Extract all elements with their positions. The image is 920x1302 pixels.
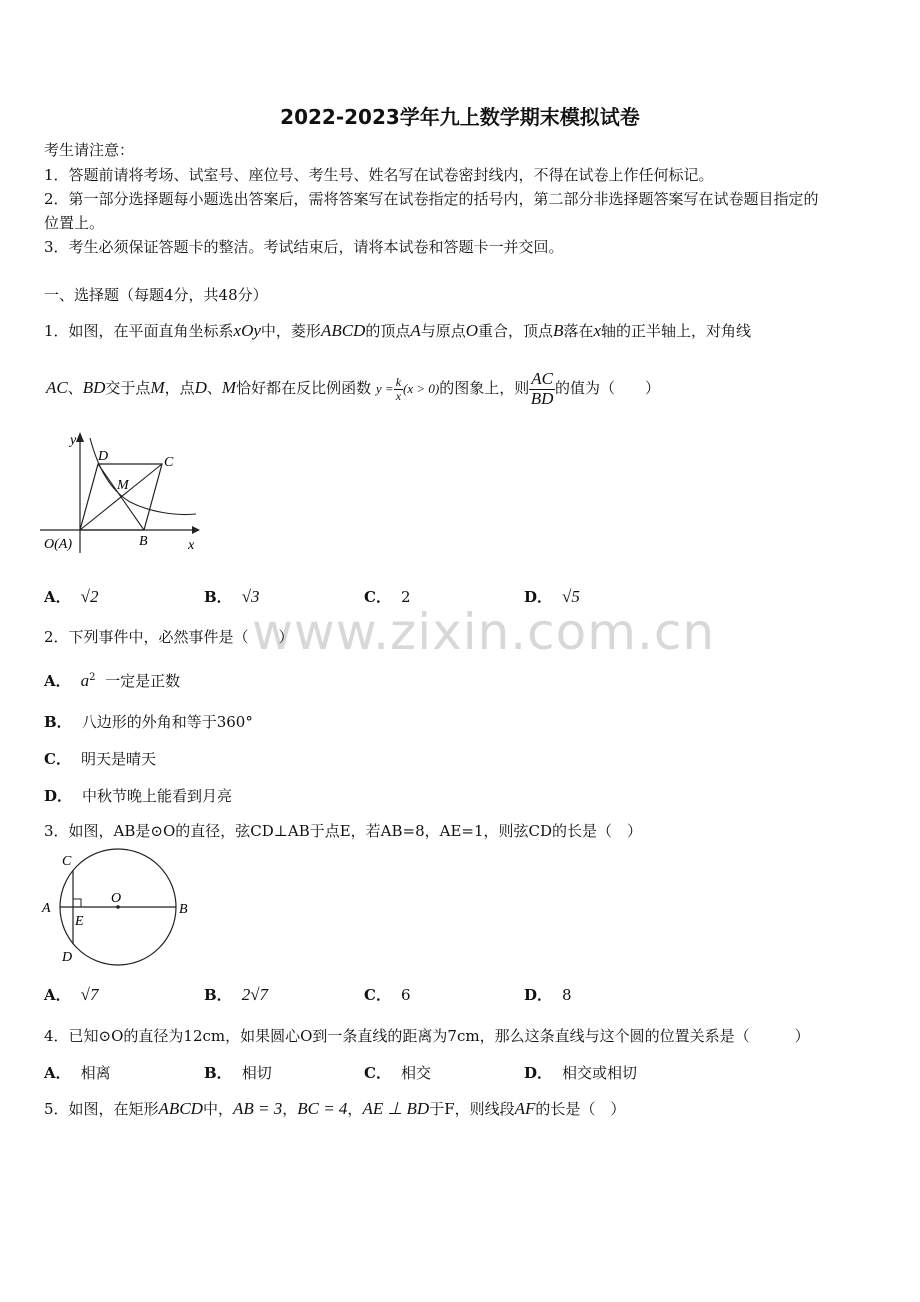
section-heading: 一、选择题（每题4分，共48分） bbox=[44, 286, 268, 304]
notice-item-3: 3．考生必须保证答题卡的整洁。考试结束后，请将本试卷和答题卡一并交回。 bbox=[44, 238, 564, 256]
q3-option-b[interactable]: B． 2√7 bbox=[204, 985, 269, 1004]
q3-option-a[interactable]: A． √7 bbox=[44, 985, 99, 1004]
fig-label-b: B bbox=[139, 534, 148, 549]
q3-figure bbox=[38, 846, 198, 970]
q2-option-d[interactable]: D． 中秋节晚上能看到月亮 bbox=[44, 787, 233, 805]
q1-option-d[interactable]: D． √5 bbox=[524, 587, 580, 606]
q1-option-a[interactable]: A． √2 bbox=[44, 587, 99, 606]
fig-label-c: C bbox=[164, 455, 174, 470]
watermark: www.zixin.com.cn bbox=[252, 603, 716, 661]
fig3-label-b: B bbox=[179, 902, 188, 917]
fig-label-d: D bbox=[98, 449, 109, 464]
q2-option-a[interactable]: A． $a^2$ 一定是正数 bbox=[44, 671, 181, 690]
q1-figure bbox=[40, 428, 210, 553]
notice-item-2: 2．第一部分选择题每小题选出答案后，需将答案写在试卷指定的括号内，第二部分非选择题答案写在试卷题目指定的 bbox=[44, 190, 819, 208]
fig-label-x: x bbox=[188, 538, 195, 553]
q3-option-d[interactable]: D． 8 bbox=[524, 986, 572, 1004]
q4-option-b[interactable]: B． 相切 bbox=[204, 1064, 272, 1082]
fig3-label-a: A bbox=[42, 901, 51, 916]
notice-item-1: 1．答题前请将考场、试室号、座位号、考生号、姓名写在试卷密封线内，不得在试卷上作任何标记。 bbox=[44, 166, 714, 184]
q2-option-c[interactable]: C． 明天是晴天 bbox=[44, 750, 156, 768]
q4-option-a[interactable]: A． 相离 bbox=[44, 1064, 111, 1082]
q4-option-c[interactable]: C． 相交 bbox=[364, 1064, 431, 1082]
q4-option-d[interactable]: D． 相交或相切 bbox=[524, 1064, 638, 1082]
q3-option-c[interactable]: C． 6 bbox=[364, 986, 411, 1004]
q3-stem: 3．如图，AB是⊙O的直径，弦CD⊥AB于点E，若AB=8，AE=1，则弦CD的长是（ ） bbox=[44, 822, 643, 840]
q1-option-c[interactable]: C． 2 bbox=[364, 588, 411, 606]
fig-label-y: y bbox=[70, 433, 77, 448]
q2-option-b[interactable]: B． 八边形的外角和等于360° bbox=[44, 713, 253, 731]
fig3-label-o: O bbox=[111, 891, 122, 906]
fig3-label-c: C bbox=[62, 854, 72, 869]
notice-heading: 考生请注意： bbox=[44, 141, 135, 159]
q4-stem: 4．已知⊙O的直径为12cm，如果圆心O到一条直线的距离为7cm，那么这条直线与这个圆的位置关系是（ ） bbox=[44, 1027, 810, 1045]
notice-item-2-cont: 位置上。 bbox=[44, 214, 105, 232]
fig3-label-e: E bbox=[75, 914, 84, 929]
fig3-label-d: D bbox=[62, 950, 73, 965]
fig-label-m: M bbox=[117, 478, 129, 493]
q1-line2: AC、BD交于点M，点D、M恰好都在反比例函数 y = $\frac{k}{x}$ (x > 0)的图象上，则 $\frac{AC}{BD}$ 的值为（ ） bbox=[46, 369, 660, 408]
q1-line1: 1．如图，在平面直角坐标系xOy中，菱形ABCD的顶点A与原点O重合，顶点B落在x轴的正半轴上，对角线 bbox=[44, 321, 752, 340]
page-title: 2022-2023学年九上数学期末模拟试卷 bbox=[280, 105, 640, 129]
fig-label-o: O(A) bbox=[44, 537, 72, 552]
q5-stem: 5．如图，在矩形ABCD中，AB = 3，BC = 4，AE ⊥ BD于F，则线段AF的长是（ ） bbox=[44, 1099, 626, 1118]
q2-stem: 2．下列事件中，必然事件是（ ） bbox=[44, 628, 294, 646]
q1-option-b[interactable]: B． √3 bbox=[204, 587, 260, 606]
